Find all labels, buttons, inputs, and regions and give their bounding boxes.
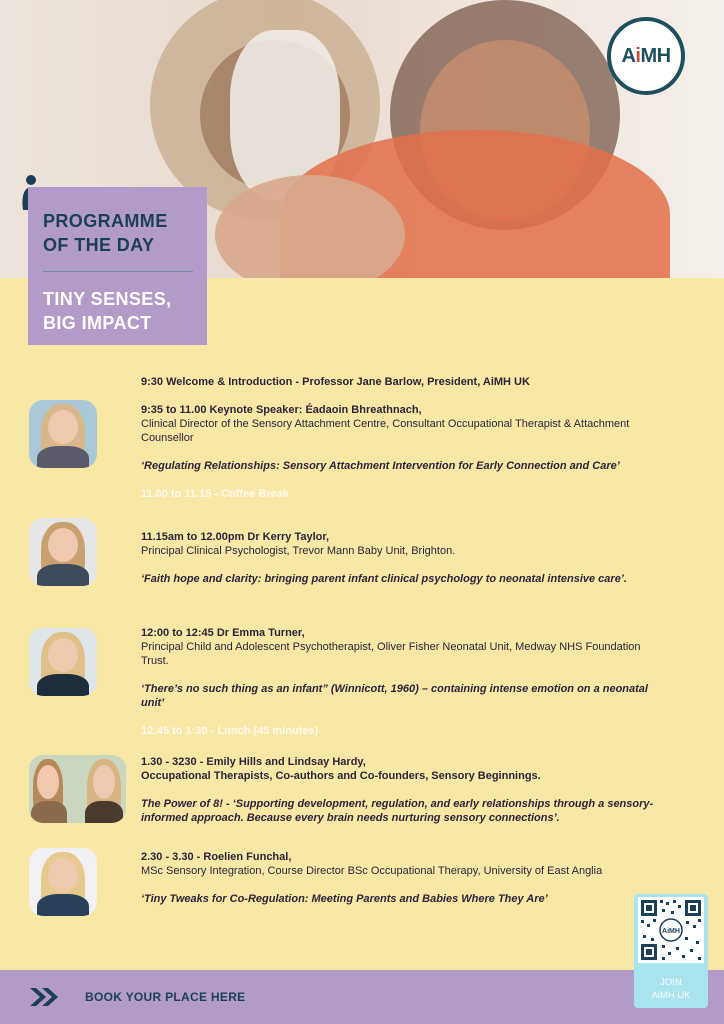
qr-code-icon[interactable] [638,897,704,963]
aimh-logo: AiMH [607,17,685,95]
join-aimh-label[interactable]: JOIN AiMH UK [651,977,691,1001]
schedule-item-emma: 12:00 to 12:45 Dr Emma Turner, Principal Child and Adolescent Psychotherapist, Oliver Fisher Neonatal Unit, Medway NHS Foundation Trust. ‘There’s no such thing as an infant” (Winnicott, 1960) – containing intense emotion on a neonatal unit’ [141,627,648,709]
lunch-break: 12:45 to 1:30 - Lunch (45 minutes) [141,725,319,737]
programme-heading: PROGRAMME OF THE DAY [43,211,168,255]
event-title: TINY SENSES, BIG IMPACT [43,289,172,333]
speaker-photo-emily-lindsay [29,755,126,823]
speaker-photo-kerry [29,518,97,586]
schedule-item-kerry: 11.15am to 12.00pm Dr Kerry Taylor, Principal Clinical Psychologist, Trevor Mann Baby Unit, Brighton. ‘Faith hope and clarity: bringing parent infant clinical psychology to neonatal intensive care’. [141,531,627,585]
title-divider [43,271,193,272]
programme-title-box [28,187,207,345]
book-place-link[interactable]: BOOK YOUR PLACE HERE [85,990,246,1004]
speaker-photo-emma [29,628,97,696]
schedule-item-emily-lindsay: 1.30 - 3230 - Emily Hills and Lindsay Hardy, Occupational Therapists, Co-authors and Co-founders, Sensory Beginnings. The Power of 8! - ‘Supporting development, regulation, and early relationships through a sensory-informed approach. Because every brain needs nurturing sensory connections’. [141,756,654,824]
schedule-item-roelien: 2.30 - 3.30 - Roelien Funchal, MSc Sensory Integration, Course Director BSc Occupational Therapy, University of East Anglia ‘Tiny Tweaks for Co-Regulation: Meeting Parents and Babies Where They Are’ [141,851,603,905]
speaker-photo-eadaoin [29,400,97,468]
speaker-photo-roelien [29,848,97,916]
schedule-item-keynote: 9:35 to 11.00 Keynote Speaker: Éadaoin Bhreathnach, Clinical Director of the Sensory Attachment Centre, Consultant Occupational Therapist & Attachment Counsellor ‘Regulating Relationships: Sensory Attachment Intervention for Early Connection and Care’ [141,404,630,472]
schedule-item-welcome: 9:30 Welcome & Introduction - Professor Jane Barlow, President, AiMH UK [141,376,530,388]
double-chevron-icon [28,986,66,1008]
coffee-break: 11.00 to 11.15 - Coffee Break [141,488,289,500]
svg-text:AiMH: AiMH [662,928,680,935]
